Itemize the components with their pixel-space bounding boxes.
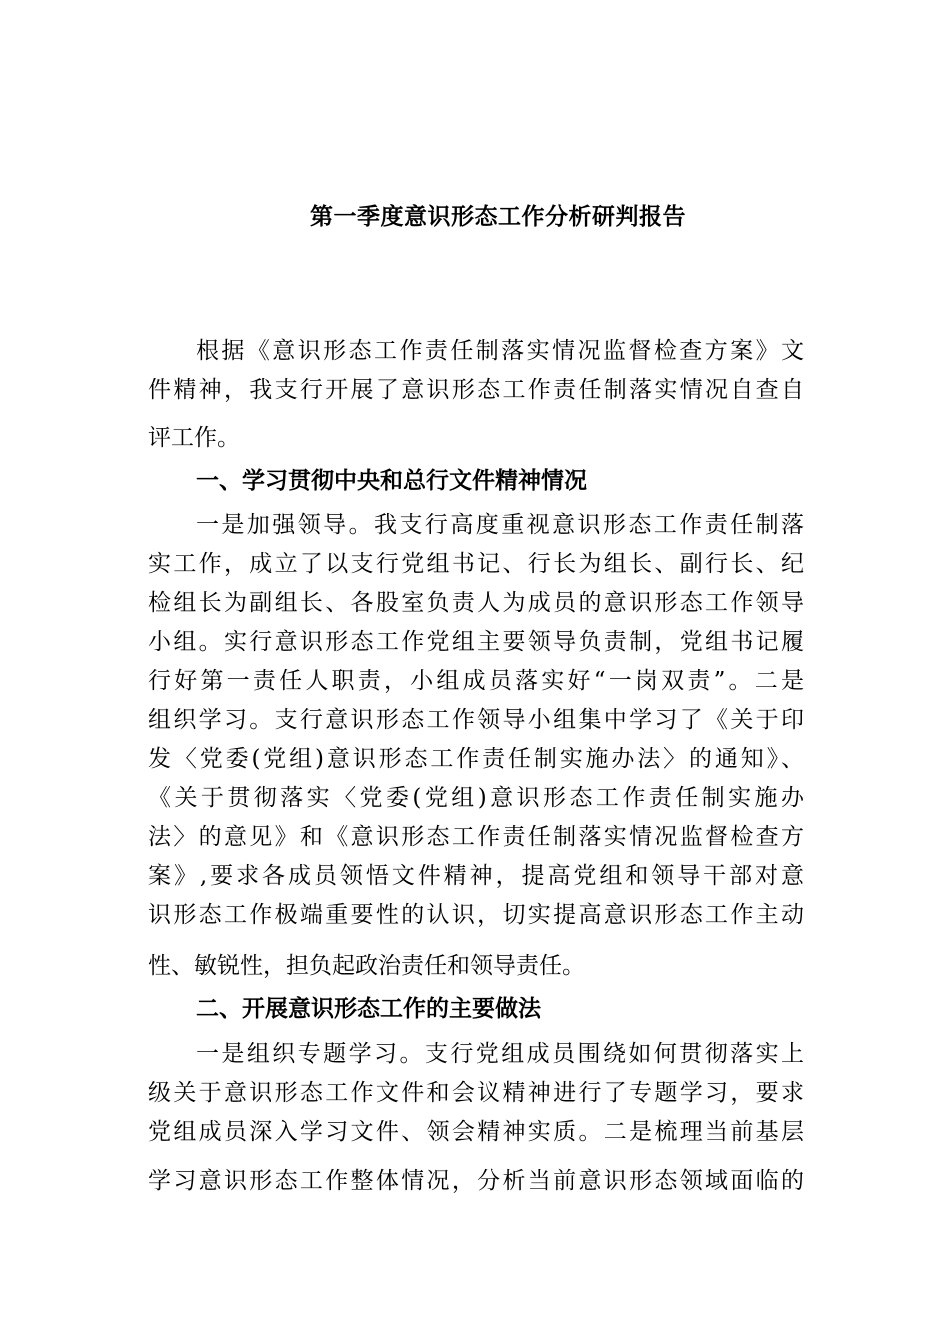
- section-1-heading: 一、学习贯彻中央和总行文件精神情况: [196, 468, 587, 494]
- section-1-line-10: 案》,要求各成员领悟文件精神，提高党组和领导干部对意: [148, 863, 804, 889]
- section-2-line-2: 级关于意识形态工作文件和会议精神进行了专题学习，要求: [148, 1080, 804, 1106]
- section-1-line-3: 检组长为副组长、各股室负责人为成员的意识形态工作领导: [148, 590, 804, 616]
- intro-line-2: 件精神，我支行开展了意识形态工作责任制落实情况自查自: [148, 377, 804, 403]
- section-1-line-7: 发〈党委(党组)意识形态工作责任制实施办法〉的通知》、: [148, 746, 804, 772]
- section-1-line-8: 《关于贯彻落实〈党委(党组)意识形态工作责任制实施办: [148, 785, 804, 811]
- section-1-line-6: 组织学习。支行意识形态工作领导小组集中学习了《关于印: [148, 707, 804, 733]
- section-1-line-12: 性、敏锐性，担负起政治责任和领导责任。: [148, 953, 585, 979]
- intro-line-3: 评工作。: [148, 425, 240, 451]
- section-1-line-11: 识形态工作极端重要性的认识，切实提高意识形态工作主动: [148, 902, 804, 928]
- intro-line-1: 根据《意识形态工作责任制落实情况监督检查方案》文: [196, 338, 804, 364]
- section-1-line-2: 实工作，成立了以支行党组书记、行长为组长、副行长、纪: [148, 551, 804, 577]
- section-2-line-3: 党组成员深入学习文件、领会精神实质。二是梳理当前基层: [148, 1119, 804, 1145]
- section-1-line-9: 法〉的意见》和《意识形态工作责任制落实情况监督检查方: [148, 824, 804, 850]
- document-title: 第一季度意识形态工作分析研判报告: [310, 204, 686, 230]
- section-2-line-4: 学习意识形态工作整体情况，分析当前意识形态领域面临的: [148, 1168, 804, 1194]
- section-1-line-5: 行好第一责任人职责，小组成员落实好“一岗双责”。二是: [148, 668, 804, 694]
- section-1-line-1: 一是加强领导。我支行高度重视意识形态工作责任制落: [196, 512, 804, 538]
- section-2-line-1: 一是组织专题学习。支行党组成员围绕如何贯彻落实上: [196, 1041, 804, 1067]
- section-2-heading: 二、开展意识形态工作的主要做法: [196, 996, 541, 1022]
- section-1-line-4: 小组。实行意识形态工作党组主要领导负责制，党组书记履: [148, 629, 804, 655]
